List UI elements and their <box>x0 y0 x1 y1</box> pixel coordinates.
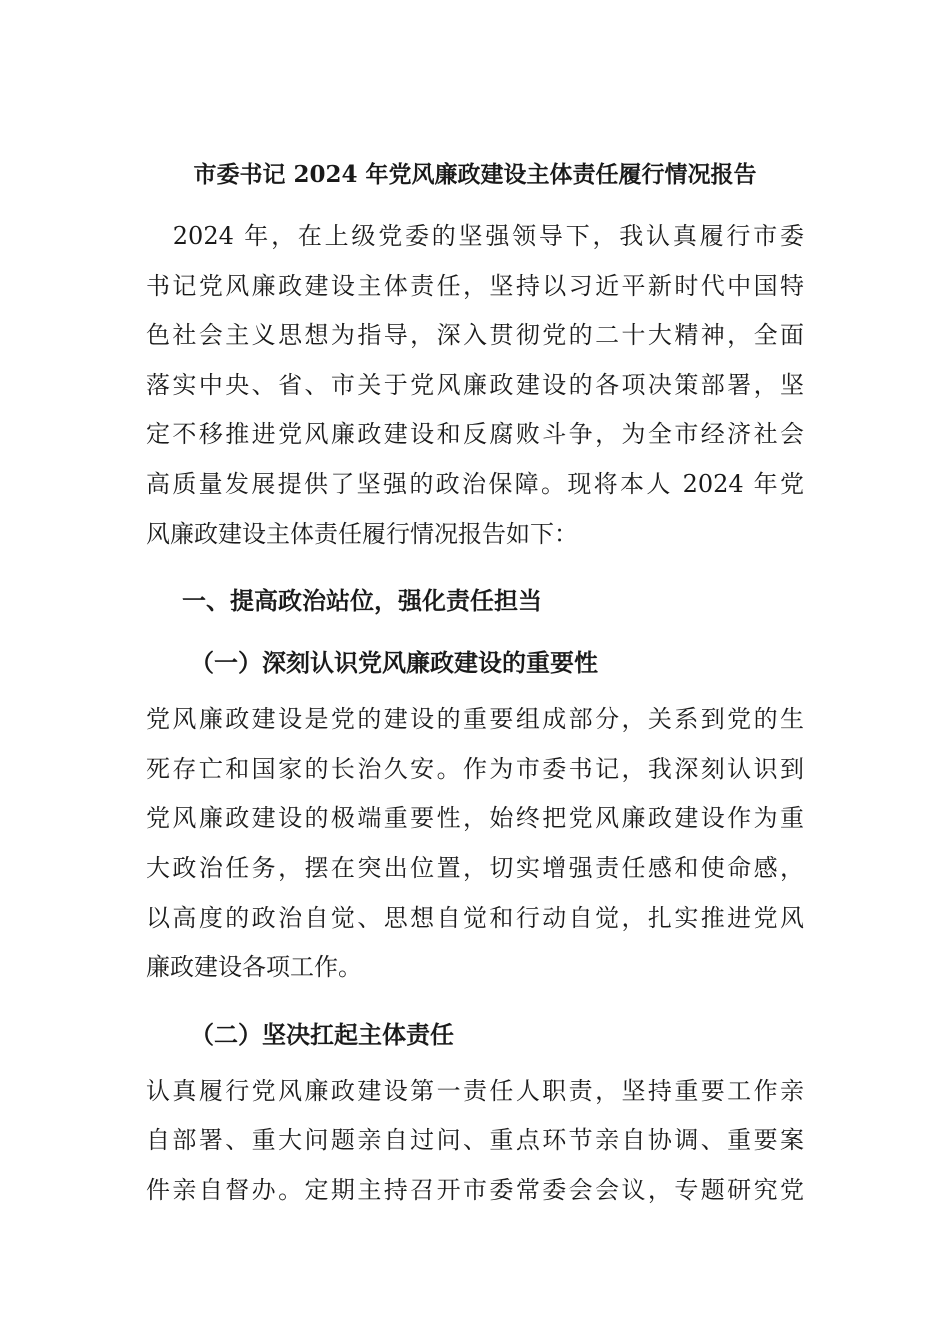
paragraph-line: 以高度的政治自觉、思想自觉和行动自觉，扎实推进党风 <box>146 903 804 932</box>
section-heading-1: 一、提高政治站位，强化责任担当 <box>182 586 542 616</box>
subsection-heading-1: （一）深刻认识党风廉政建设的重要性 <box>190 648 598 678</box>
paragraph-line: 件亲自督办。定期主持召开市委常委会会议，专题研究党 <box>146 1175 804 1204</box>
paragraph-line: 自部署、重大问题亲自过问、重点环节亲自协调、重要案 <box>146 1126 804 1155</box>
subsection-heading-2: （二）坚决扛起主体责任 <box>190 1019 454 1049</box>
paragraph-line: 大政治任务，摆在突出位置，切实增强责任感和使命感， <box>146 853 804 882</box>
document-title: 市委书记 2024 年党风廉政建设主体责任履行情况报告 <box>193 161 757 188</box>
intro-line: 色社会主义思想为指导，深入贯彻党的二十大精神，全面 <box>146 321 804 350</box>
paragraph-line: 廉政建设各项工作。 <box>146 953 362 982</box>
intro-line: 高质量发展提供了坚强的政治保障。现将本人 2024 年党 <box>146 469 804 498</box>
paragraph-line: 党风廉政建设是党的建设的重要组成部分，关系到党的生 <box>146 705 804 734</box>
intro-line: 风廉政建设主体责任履行情况报告如下： <box>146 519 578 548</box>
subsection-1-paragraph <box>146 695 804 993</box>
intro-paragraph <box>146 212 804 559</box>
paragraph-line: 认真履行党风廉政建设第一责任人职责，坚持重要工作亲 <box>146 1076 804 1105</box>
intro-line: 定不移推进党风廉政建设和反腐败斗争，为全市经济社会 <box>146 420 804 449</box>
paragraph-line: 党风廉政建设的极端重要性，始终把党风廉政建设作为重 <box>146 804 804 833</box>
intro-line: 2024 年，在上级党委的坚强领导下，我认真履行市委 <box>146 222 804 250</box>
document-page <box>146 150 804 1216</box>
intro-line: 落实中央、省、市关于党风廉政建设的各项决策部署，坚 <box>146 370 804 399</box>
paragraph-line: 死存亡和国家的长治久安。作为市委书记，我深刻认识到 <box>146 754 804 783</box>
intro-line: 书记党风廉政建设主体责任，坚持以习近平新时代中国特 <box>146 271 804 300</box>
subsection-2-paragraph <box>146 1067 804 1216</box>
